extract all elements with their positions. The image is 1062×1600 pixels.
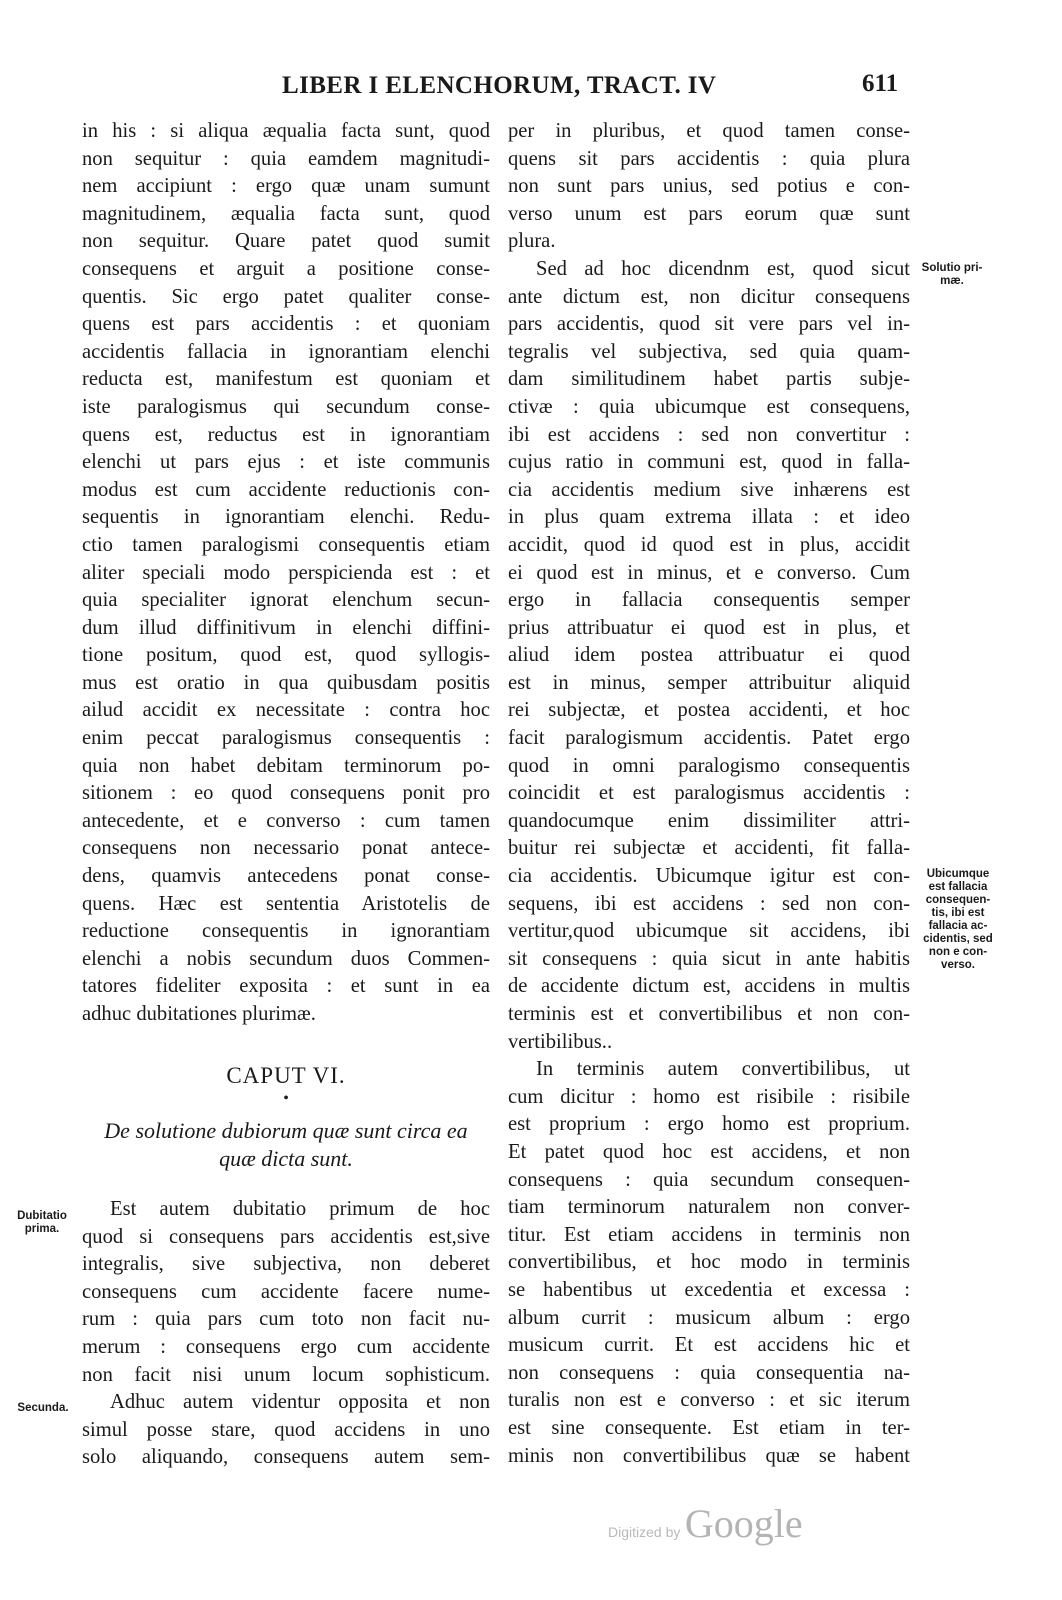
text-line: quod in omni paralogismo consequentis bbox=[508, 754, 910, 777]
margin-note-solutio bbox=[912, 262, 992, 288]
text-line: consequens cum accidente facere nume- bbox=[82, 1280, 490, 1303]
text-line: titur. Est etiam accidens in terminis non bbox=[508, 1223, 910, 1246]
text-line: in his : si aliqua æqualia facta sunt, quod bbox=[82, 120, 490, 142]
text-line: quens. Hæc est sententia Aristotelis de bbox=[82, 892, 490, 915]
margin-note-line: Solutio pri- bbox=[921, 262, 983, 274]
text-line: tegralis vel subjectiva, sed quia quam- bbox=[508, 340, 910, 363]
text-line: quentis. Sic ergo patet qualiter conse- bbox=[82, 285, 490, 308]
text-line: plura. bbox=[508, 230, 556, 253]
text-line: verso unum est pars eorum quæ sunt bbox=[508, 202, 910, 225]
text-line: adhuc dubitationes plurimæ. bbox=[82, 1003, 316, 1025]
margin-note-line: Ubicumque bbox=[926, 868, 990, 880]
text-line: dens, quamvis antecedens ponat conse- bbox=[82, 865, 490, 888]
text-line: ctio tamen paralogismi consequentis etiam bbox=[82, 533, 490, 556]
text-line: quens est, reductus est in ignorantiam bbox=[82, 423, 490, 446]
text-line: modus est cum accidente reductionis con- bbox=[82, 478, 490, 501]
text-line: non sequitur. Quare patet quod sumit bbox=[82, 230, 490, 253]
text-line: vertibilibus.. bbox=[508, 1030, 613, 1053]
text-line: rum : quia pars cum toto non facit nu- bbox=[82, 1308, 490, 1331]
chapter-subtitle bbox=[82, 1117, 490, 1173]
text-line: vertitur,quod ubicumque sit accidens, ibi bbox=[508, 920, 910, 943]
text-line: de accidente dictum est, accidens in multis bbox=[508, 975, 910, 998]
digitized-by-google-watermark bbox=[608, 1500, 803, 1547]
text-line: mus est oratio in qua quibusdam positis bbox=[82, 671, 490, 694]
margin-note-line: cidentis, sed bbox=[923, 933, 993, 945]
text-line: tiam terminorum naturalem non conver- bbox=[508, 1196, 910, 1219]
text-line: quia non habet debitam terminorum po- bbox=[82, 754, 490, 777]
text-line: quens est pars accidentis : et quoniam bbox=[82, 313, 490, 336]
text-line: accidentis fallacia in ignorantiam elenchi bbox=[82, 340, 490, 363]
margin-note-line: Dubitatio bbox=[17, 1210, 67, 1222]
text-line: facit paralogismum accidentis. Patet ergo bbox=[508, 727, 910, 750]
text-line: quia specialiter ignorat elenchum secun- bbox=[82, 589, 490, 612]
text-line: ei quod est in minus, et e converso. Cum bbox=[508, 561, 910, 584]
text-line: quandocumque enim dissimiliter attri- bbox=[508, 809, 910, 832]
text-line: ailud accidit ex necessitate : contra hoc bbox=[82, 699, 490, 722]
right-column-text bbox=[508, 118, 910, 1470]
text-line: convertibilibus, et hoc modo in terminis bbox=[508, 1251, 910, 1274]
text-line: in plus quam extrema illata : et ideo bbox=[508, 506, 910, 529]
text-line: rei subjectæ, et postea accidenti, et hoc bbox=[508, 699, 910, 722]
text-line: aliud idem postea attribuatur ei quod bbox=[508, 644, 910, 667]
text-line: Sed ad hoc dicendnm est, quod sicut bbox=[536, 257, 910, 280]
text-line: sequens, ibi est accidens : sed non con- bbox=[508, 892, 910, 915]
chapter-heading: CAPUT VI. bbox=[226, 1063, 346, 1088]
text-line: minis non convertibilibus quæ se habent bbox=[508, 1444, 910, 1467]
text-line: dum illud diffinitivum in elenchi diffini- bbox=[82, 616, 490, 639]
text-line: tione positum, quod est, quod syllogis- bbox=[82, 644, 490, 667]
text-line: accidit, quod id quod est in plus, accidit bbox=[508, 533, 910, 556]
text-line: magnitudinem, æqualia facta sunt, quod bbox=[82, 202, 490, 225]
text-line: turalis non est e converso : et sic iterum bbox=[508, 1389, 910, 1412]
text-line: cujus ratio in communi est, quod in falla- bbox=[508, 451, 910, 474]
text-line: quens sit pars accidentis : quia plura bbox=[508, 147, 910, 170]
text-line: integralis, sive subjectiva, non deberet bbox=[82, 1253, 490, 1276]
text-line: reductione consequentis in ignorantiam bbox=[82, 920, 490, 943]
margin-note-line: consequen- bbox=[925, 894, 991, 906]
text-line: ibi est accidens : sed non convertitur : bbox=[508, 423, 910, 446]
text-line: solo aliquando, consequens autem sem- bbox=[82, 1446, 490, 1469]
text-line: ergo in fallacia consequentis semper bbox=[508, 589, 910, 612]
text-line: cum dicitur : homo est risibile : risibile bbox=[508, 1085, 910, 1108]
text-line: elenchi ut pars ejus : et iste communis bbox=[82, 451, 490, 474]
text-line: In terminis autem convertibilibus, ut bbox=[536, 1058, 910, 1081]
text-line: tatores fideliter exposita : et sunt in ea bbox=[82, 975, 490, 998]
text-line: consequens non necessario ponat antece- bbox=[82, 837, 490, 860]
text-line: reducta est, manifestum est quoniam et bbox=[82, 368, 490, 391]
margin-note-line: tis, ibi est bbox=[931, 907, 985, 919]
subtitle-line: quæ dicta sunt. bbox=[219, 1146, 353, 1171]
text-line: quod si consequens pars accidentis est,sive bbox=[82, 1225, 490, 1248]
text-line: consequens et arguit a positione conse- bbox=[82, 257, 490, 280]
text-line: sit consequens : quia sicut in ante habitis bbox=[508, 947, 910, 970]
text-line: nem accipiunt : ergo quæ unam sumunt bbox=[82, 175, 490, 198]
text-line: est in minus, semper attribuitur aliquid bbox=[508, 671, 910, 694]
text-line: sitionem : eo quod consequens ponit pro bbox=[82, 782, 490, 805]
text-line: est sine consequente. Est etiam in ter- bbox=[508, 1416, 910, 1439]
margin-note-dubitatio bbox=[10, 1210, 74, 1236]
margin-note-secunda: Secunda. bbox=[17, 1402, 69, 1414]
text-line: terminis est et convertibilibus et non con- bbox=[508, 1003, 910, 1025]
text-line: non sequitur : quia eamdem magnitudi- bbox=[82, 147, 490, 170]
text-line: Adhuc autem videntur opposita et non bbox=[110, 1391, 490, 1414]
google-logo-text: Google bbox=[684, 1501, 803, 1546]
text-line: elenchi a nobis secundum duos Commen- bbox=[82, 947, 490, 970]
text-line: consequens : quia secundum consequen- bbox=[508, 1168, 910, 1191]
text-line: prius attribuatur ei quod est in plus, et bbox=[508, 616, 910, 639]
left-column-text-lower bbox=[82, 1196, 490, 1472]
text-line: album currit : musicum album : ergo bbox=[508, 1306, 910, 1329]
margin-note-line: fallacia ac- bbox=[928, 920, 988, 932]
text-line: non consequens : quia consequentia na- bbox=[508, 1361, 910, 1384]
margin-note-ubicumque bbox=[912, 868, 1004, 972]
text-line: Et patet quod hoc est accidens, et non bbox=[508, 1140, 910, 1163]
text-line: merum : consequens ergo cum accidente bbox=[82, 1335, 490, 1358]
text-line: enim peccat paralogismus consequentis : bbox=[82, 727, 490, 750]
text-line: est proprium : ergo homo est proprium. bbox=[508, 1113, 910, 1136]
text-line: non facit nisi unum locum sophisticum. bbox=[82, 1363, 490, 1386]
text-line: dam similitudinem habet partis subje- bbox=[508, 368, 910, 391]
text-line: antecedente, et e converso : cum tamen bbox=[82, 809, 490, 832]
margin-note-line: est fallacia bbox=[928, 881, 988, 893]
text-line: Est autem dubitatio primum de hoc bbox=[110, 1198, 490, 1220]
text-line: pars accidentis, quod sit vere pars vel in- bbox=[508, 313, 910, 336]
margin-note-line: mæ. bbox=[940, 275, 964, 287]
text-line: musicum currit. Et est accidens hic et bbox=[508, 1334, 910, 1357]
text-line: cia accidentis. Ubicumque igitur est con- bbox=[508, 865, 910, 888]
digitized-by-label: Digitized by bbox=[608, 1524, 681, 1540]
text-line: cia accidentis medium sive inhærens est bbox=[508, 478, 910, 501]
text-line: buitur rei subjectæ et accidenti, fit falla- bbox=[508, 837, 910, 860]
text-line: aliter speciali modo perspicienda est : et bbox=[82, 561, 490, 584]
text-line: se habentibus ut excedentia et excessa : bbox=[508, 1278, 910, 1301]
text-line: simul posse stare, quod accidens in uno bbox=[82, 1418, 490, 1441]
margin-note-line: prima. bbox=[24, 1223, 60, 1235]
left-column-text bbox=[82, 118, 490, 1029]
page-number: 611 bbox=[862, 70, 899, 97]
margin-note-line: verso. bbox=[941, 959, 975, 971]
text-line: coincidit et est paralogismus accidentis : bbox=[508, 782, 910, 805]
text-line: ante dictum est, non dicitur consequens bbox=[508, 285, 910, 308]
text-line: ctivæ : quia ubicumque est consequens, bbox=[508, 395, 910, 418]
text-line: iste paralogismus qui secundum conse- bbox=[82, 395, 490, 418]
subtitle-line: De solutione dubiorum quæ sunt circa ea bbox=[104, 1118, 468, 1143]
ornament-dot: • bbox=[283, 1090, 289, 1107]
running-head-title: LIBER I ELENCHORUM, TRACT. IV bbox=[282, 72, 717, 99]
text-line: per in pluribus, et quod tamen conse- bbox=[508, 120, 910, 142]
text-line: non sunt pars unius, sed potius e con- bbox=[508, 175, 910, 198]
margin-note-line: non e con- bbox=[928, 946, 988, 958]
text-line: sequentis in ignorantiam elenchi. Redu- bbox=[82, 506, 490, 529]
